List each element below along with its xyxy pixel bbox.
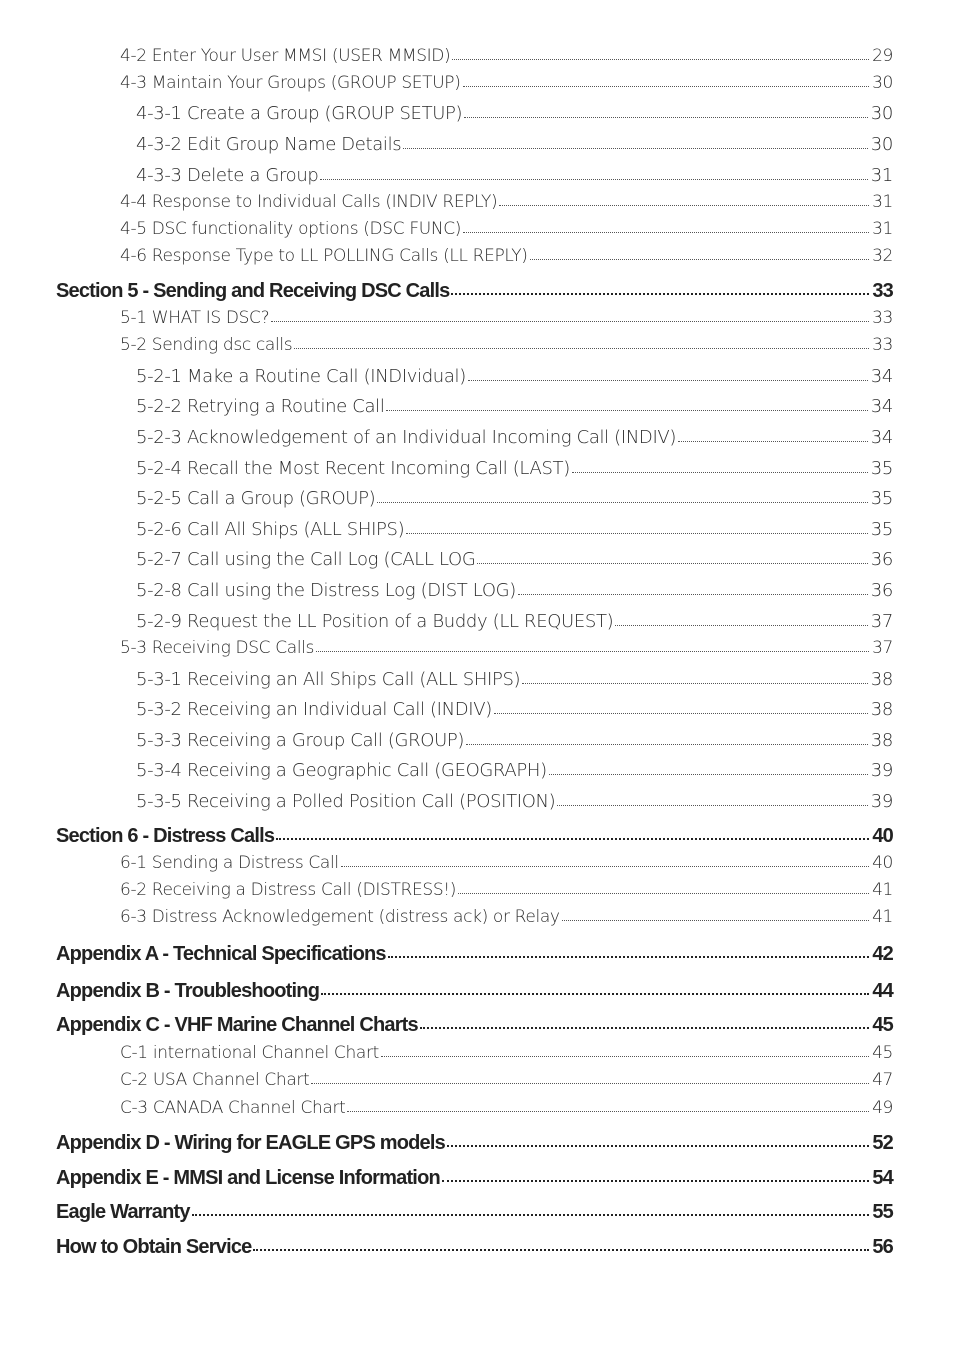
- dot-leader: [572, 472, 868, 473]
- toc-entry-title: 5-2-5 Call a Group (GROUP): [136, 488, 376, 509]
- toc-entry-page: 49: [872, 1098, 893, 1118]
- toc-section-page: 44: [872, 980, 893, 1002]
- dot-leader: [316, 651, 869, 652]
- toc-entry-c-1: [0, 1043, 893, 1063]
- toc-entry-title: 4-5 DSC functionality options (DSC FUNC): [120, 219, 462, 239]
- toc-entry-page: 36: [870, 549, 893, 570]
- dot-leader: [452, 59, 869, 60]
- dot-leader: [420, 1027, 869, 1029]
- toc-entry-5-2-5: [0, 488, 893, 509]
- toc-entry-title: C-3 CANADA Channel Chart: [120, 1098, 346, 1118]
- toc-entry-page: 35: [870, 488, 893, 509]
- dot-leader: [294, 348, 869, 349]
- toc-entry-title: 5-2-6 Call All Ships (ALL SHIPS): [136, 519, 405, 540]
- toc-entry-page: 40: [872, 853, 893, 873]
- toc-entry-title: 6-2 Receiving a Distress Call (DISTRESS!): [120, 880, 457, 900]
- dot-leader: [192, 1214, 870, 1216]
- toc-section-5: [0, 280, 893, 303]
- toc-entry-5-3: [0, 638, 893, 658]
- dot-leader: [557, 805, 867, 806]
- toc-entry-page: 37: [872, 638, 893, 658]
- dot-leader: [522, 683, 868, 684]
- dot-leader: [271, 321, 869, 322]
- toc-entry-title: 4-4 Response to Individual Calls (INDIV REPLY): [120, 192, 498, 212]
- toc-entry-title: 6-3 Distress Acknowledgement (distress ack) or Relay: [120, 907, 560, 927]
- toc-entry-title: 5-3-2 Receiving an Individual Call (INDIV): [136, 699, 492, 720]
- toc-entry-6-2: [0, 880, 893, 900]
- toc-entry-5-2-7: [0, 549, 893, 570]
- dot-leader: [388, 956, 870, 958]
- toc-entry-page: 47: [872, 1070, 893, 1090]
- toc-section-title: Section 6 - Distress Calls: [56, 825, 275, 847]
- dot-leader: [499, 205, 869, 206]
- toc-entry-page: 39: [870, 791, 893, 812]
- toc-entry-title: 5-3-1 Receiving an All Ships Call (ALL SHIPS): [136, 669, 521, 690]
- dot-leader: [615, 625, 867, 626]
- toc-entry-title: 5-3-3 Receiving a Group Call (GROUP): [136, 730, 465, 751]
- toc-entry-page: 31: [872, 192, 893, 212]
- toc-section-title: Eagle Warranty: [56, 1201, 190, 1223]
- toc-entry-5-3-2: [0, 699, 893, 720]
- toc-entry-page: 34: [870, 396, 893, 417]
- dot-leader: [451, 293, 869, 295]
- toc-entry-page: 34: [870, 366, 893, 387]
- toc-entry-title: 4-3-3 Delete a Group: [136, 165, 319, 186]
- toc-entry-title: C-2 USA Channel Chart: [120, 1070, 310, 1090]
- toc-section-page: 33: [872, 280, 893, 302]
- toc-entry-5-2-6: [0, 519, 893, 540]
- toc-entry-6-3: [0, 907, 893, 927]
- toc-entry-4-5: [0, 219, 893, 239]
- toc-entry-5-2-2: [0, 396, 893, 417]
- toc-section-title: Appendix B - Troubleshooting: [56, 980, 320, 1002]
- toc-entry-4-3-2: [0, 134, 893, 155]
- toc-entry-page: 38: [870, 669, 893, 690]
- toc-how-to-obtain-service: [0, 1236, 893, 1259]
- toc-entry-5-2-8: [0, 580, 893, 601]
- toc-section-title: Appendix D - Wiring for EAGLE GPS models: [56, 1132, 445, 1154]
- toc-section-title: Section 5 - Sending and Receiving DSC Calls: [56, 280, 450, 302]
- toc-entry-5-2-1: [0, 366, 893, 387]
- toc-entry-page: 36: [870, 580, 893, 601]
- toc-entry-title: 6-1 Sending a Distress Call: [120, 853, 339, 873]
- dot-leader: [678, 441, 868, 442]
- toc-entry-title: 5-2-3 Acknowledgement of an Individual Incoming Call (INDIV): [136, 427, 677, 448]
- dot-leader: [518, 594, 868, 595]
- dot-leader: [463, 86, 870, 87]
- toc-entry-page: 31: [870, 165, 893, 186]
- toc-entry-5-1: [0, 308, 893, 328]
- toc-entry-title: 5-3-5 Receiving a Polled Position Call (POSITION): [136, 791, 556, 812]
- toc-entry-4-3-3: [0, 165, 893, 186]
- toc-entry-c-3: [0, 1098, 893, 1118]
- toc-section-page: 42: [872, 943, 893, 965]
- toc-entry-title: 5-2-4 Recall the Most Recent Incoming Call (LAST): [136, 458, 570, 479]
- toc-entry-5-2: [0, 335, 893, 355]
- toc-entry-page: 37: [870, 611, 893, 632]
- toc-entry-title: 5-2-8 Call using the Distress Log (DIST LOG): [136, 580, 516, 601]
- dot-leader: [458, 893, 869, 894]
- toc-appendix-b: [0, 980, 893, 1003]
- toc-entry-4-3-1: [0, 103, 893, 124]
- toc-entry-page: 35: [870, 458, 893, 479]
- dot-leader: [549, 774, 868, 775]
- toc-entry-title: 5-2-7 Call using the Call Log (CALL LOG: [136, 549, 476, 570]
- toc-entry-page: 35: [870, 519, 893, 540]
- toc-entry-page: 29: [872, 46, 893, 66]
- toc-entry-title: 5-2-2 Retrying a Routine Call: [136, 396, 385, 417]
- toc-appendix-d: [0, 1132, 893, 1155]
- toc-entry-page: 31: [872, 219, 893, 239]
- toc-section-page: 54: [872, 1167, 893, 1189]
- toc-entry-page: 30: [870, 103, 893, 124]
- toc-entry-5-3-5: [0, 791, 893, 812]
- dot-leader: [562, 920, 869, 921]
- dot-leader: [464, 117, 868, 118]
- dot-leader: [468, 380, 868, 381]
- toc-appendix-e: [0, 1167, 893, 1190]
- dot-leader: [442, 1180, 869, 1182]
- toc-entry-page: 39: [870, 760, 893, 781]
- toc-entry-page: 34: [870, 427, 893, 448]
- dot-leader: [320, 179, 867, 180]
- dot-leader: [463, 232, 869, 233]
- toc-entry-4-6: [0, 246, 893, 266]
- toc-section-6: [0, 825, 893, 848]
- toc-entry-title: 4-2 Enter Your User MMSI (USER MMSID): [120, 46, 451, 66]
- toc-entry-page: 30: [870, 134, 893, 155]
- dot-leader: [276, 838, 869, 840]
- toc-section-title: Appendix E - MMSI and License Information: [56, 1167, 440, 1189]
- toc-entry-5-3-1: [0, 669, 893, 690]
- dot-leader: [341, 866, 869, 867]
- toc-entry-title: 4-3 Maintain Your Groups (GROUP SETUP): [120, 73, 461, 93]
- toc-entry-5-3-3: [0, 730, 893, 751]
- toc-entry-c-2: [0, 1070, 893, 1090]
- dot-leader: [321, 993, 869, 995]
- toc-entry-4-2: [0, 46, 893, 66]
- toc-section-title: Appendix C - VHF Marine Channel Charts: [56, 1014, 418, 1036]
- dot-leader: [406, 533, 868, 534]
- dot-leader: [381, 1056, 869, 1057]
- toc-entry-page: 32: [872, 246, 893, 266]
- toc-section-title: Appendix A - Technical Specifications: [56, 943, 386, 965]
- toc-appendix-c: [0, 1014, 893, 1037]
- toc-entry-page: 41: [872, 907, 893, 927]
- toc-entry-5-2-3: [0, 427, 893, 448]
- dot-leader: [447, 1145, 869, 1147]
- toc-entry-title: C-1 international Channel Chart: [120, 1043, 379, 1063]
- toc-entry-title: 5-2-1 Make a Routine Call (INDIvidual): [136, 366, 466, 387]
- toc-entry-title: 5-3 Receiving DSC Calls: [120, 638, 315, 658]
- dot-leader: [403, 148, 868, 149]
- toc-entry-4-3: [0, 73, 893, 93]
- toc-entry-5-3-4: [0, 760, 893, 781]
- toc-section-page: 52: [872, 1132, 893, 1154]
- toc-entry-page: 38: [870, 699, 893, 720]
- toc-entry-page: 38: [870, 730, 893, 751]
- toc-section-title: How to Obtain Service: [56, 1236, 252, 1258]
- toc-entry-title: 4-3-1 Create a Group (GROUP SETUP): [136, 103, 463, 124]
- toc-entry-title: 5-2-9 Request the LL Position of a Buddy (LL REQUEST): [136, 611, 614, 632]
- dot-leader: [311, 1083, 869, 1084]
- toc-entry-title: 4-3-2 Edit Group Name Details: [136, 134, 402, 155]
- toc-section-page: 56: [872, 1236, 893, 1258]
- toc-entry-title: 5-1 WHAT IS DSC?: [120, 308, 270, 328]
- toc-eagle-warranty: [0, 1201, 893, 1224]
- toc-entry-page: 41: [872, 880, 893, 900]
- toc-entry-title: 5-2 Sending dsc calls: [120, 335, 293, 355]
- toc-entry-page: 33: [872, 335, 893, 355]
- dot-leader: [386, 410, 867, 411]
- dot-leader: [377, 502, 868, 503]
- toc-section-page: 55: [872, 1201, 893, 1223]
- toc-section-page: 40: [872, 825, 893, 847]
- toc-entry-page: 45: [872, 1043, 893, 1063]
- toc-entry-title: 5-3-4 Receiving a Geographic Call (GEOGRAPH): [136, 760, 547, 781]
- toc-section-page: 45: [872, 1014, 893, 1036]
- dot-leader: [347, 1111, 869, 1112]
- toc-entry-page: 30: [872, 73, 893, 93]
- dot-leader: [530, 259, 869, 260]
- toc-appendix-a: [0, 943, 893, 966]
- toc-entry-4-4: [0, 192, 893, 212]
- toc-entry-5-2-9: [0, 611, 893, 632]
- toc-entry-6-1: [0, 853, 893, 873]
- dot-leader: [466, 744, 868, 745]
- dot-leader: [477, 563, 867, 564]
- toc-entry-page: 33: [872, 308, 893, 328]
- dot-leader: [253, 1249, 869, 1251]
- dot-leader: [494, 713, 868, 714]
- toc-entry-title: 4-6 Response Type to LL POLLING Calls (LL REPLY): [120, 246, 528, 266]
- toc-entry-5-2-4: [0, 458, 893, 479]
